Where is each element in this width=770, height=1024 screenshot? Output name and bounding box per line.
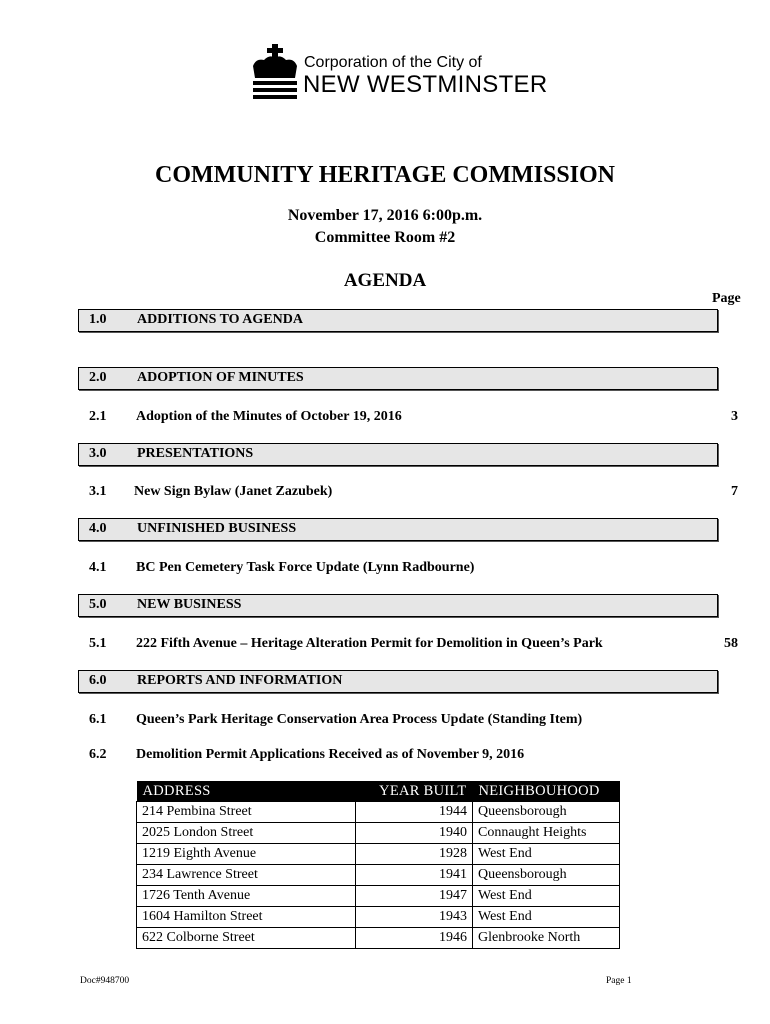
neighbourhood-cell: Connaught Heights [473,823,620,844]
neighbourhood-cell: Queensborough [473,865,620,886]
section-bar [78,367,718,390]
item-label: New Sign Bylaw (Janet Zazubek) [134,484,333,499]
year-cell: 1940 [356,823,473,844]
item-number: 6.2 [89,747,107,762]
year-cell: 1946 [356,928,473,949]
section-bar [78,443,718,466]
year-cell: 1928 [356,844,473,865]
page-number: Page 1 [606,976,632,986]
section-number: 6.0 [89,673,107,688]
item-page: 58 [724,636,738,651]
neighbourhood-cell: West End [473,844,620,865]
item-number: 6.1 [89,712,107,727]
page-title: COMMUNITY HERITAGE COMMISSION [154,162,616,188]
neighbourhood-cell: West End [473,907,620,928]
document-number: Doc#948700 [80,976,130,986]
address-cell: 622 Colborne Street [137,928,356,949]
address-cell: 1604 Hamilton Street [137,907,356,928]
table-row [137,844,620,865]
table-row [137,886,620,907]
year-cell: 1947 [356,886,473,907]
section-label: NEW BUSINESS [137,597,242,612]
item-label: 222 Fifth Avenue – Heritage Alteration Permit for Demolition in Queen’s Park [136,636,603,651]
table-row [137,928,620,949]
section-number: 4.0 [89,521,107,536]
section-label: PRESENTATIONS [137,446,254,461]
item-label: BC Pen Cemetery Task Force Update (Lynn Radbourne) [136,560,475,575]
section-number: 1.0 [89,312,107,327]
column-header-neighbourhood: NEIGHBOUHOOD [473,781,620,802]
address-cell: 1726 Tenth Avenue [137,886,356,907]
item-number: 3.1 [89,484,107,499]
table-row [137,802,620,823]
address-cell: 214 Pembina Street [137,802,356,823]
table-row [137,865,620,886]
crown-icon [250,44,300,100]
year-cell: 1941 [356,865,473,886]
section-number: 2.0 [89,370,107,385]
section-label: REPORTS AND INFORMATION [137,673,343,688]
section-label: UNFINISHED BUSINESS [137,521,297,536]
table-row [137,823,620,844]
agenda-heading: AGENDA [343,270,427,291]
meeting-datetime: November 17, 2016 6:00p.m. [287,207,483,224]
item-page: 7 [731,484,738,499]
item-number: 5.1 [89,636,107,651]
section-bar [78,594,718,617]
item-label: Adoption of the Minutes of October 19, 2016 [136,409,402,424]
address-cell: 1219 Eighth Avenue [137,844,356,865]
demolition-permits-table [136,781,620,949]
page-column-label: Page [712,291,741,306]
logo-line-2: NEW WESTMINSTER [303,71,548,98]
section-bar [78,309,718,332]
table-header-row [137,781,620,802]
logo-line-1: Corporation of the City of [304,54,482,71]
section-number: 3.0 [89,446,107,461]
neighbourhood-cell: Queensborough [473,802,620,823]
address-cell: 2025 London Street [137,823,356,844]
section-bar [78,518,718,541]
item-label: Queen’s Park Heritage Conservation Area Process Update (Standing Item) [136,712,583,727]
address-cell: 234 Lawrence Street [137,865,356,886]
item-page: 3 [731,409,738,424]
item-label: Demolition Permit Applications Received as of November 9, 2016 [136,747,525,762]
year-cell: 1943 [356,907,473,928]
item-number: 4.1 [89,560,107,575]
column-header-year-built: YEAR BUILT [356,781,473,802]
table-row [137,907,620,928]
item-number: 2.1 [89,409,107,424]
neighbourhood-cell: Glenbrooke North [473,928,620,949]
column-header-address: ADDRESS [137,781,356,802]
city-logo [250,44,560,100]
section-bar [78,670,718,693]
year-cell: 1944 [356,802,473,823]
meeting-location: Committee Room #2 [314,229,456,246]
section-label: ADOPTION OF MINUTES [137,370,304,385]
section-number: 5.0 [89,597,107,612]
neighbourhood-cell: West End [473,886,620,907]
section-label: ADDITIONS TO AGENDA [137,312,303,327]
